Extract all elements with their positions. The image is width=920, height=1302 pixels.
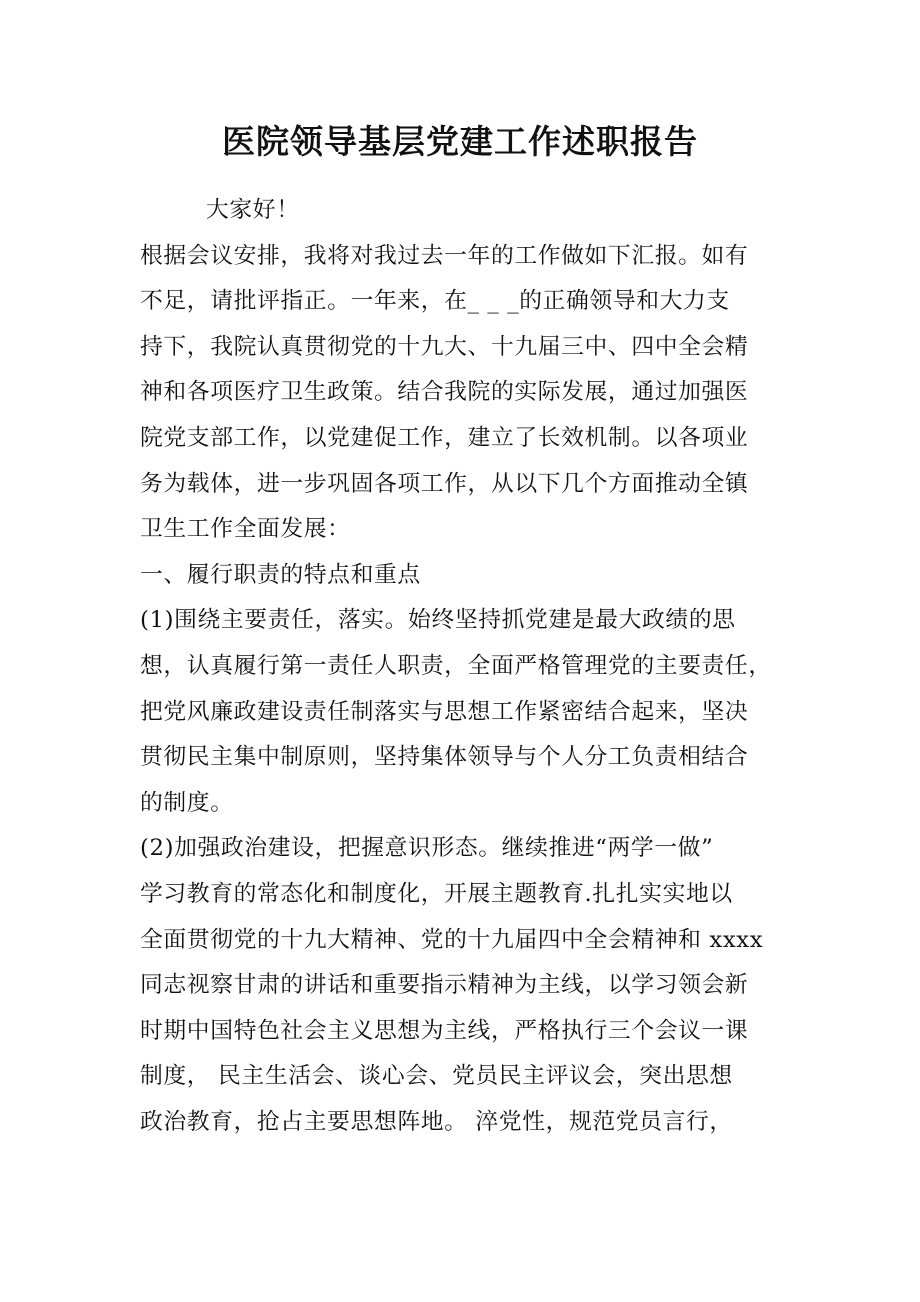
body-line: (2)加强政治建设，把握意识形态。继续推进“两学一做” <box>140 835 714 862</box>
body-line: 制度， 民主生活会、谈心会、党员民主评议会，突出思想 <box>140 1063 733 1090</box>
body-line: 政治教育，抢占主要思想阵地。 淬党性，规范党员言行， <box>140 1108 733 1135</box>
body-line: 卫生工作全面发展： <box>140 516 351 543</box>
body-line: 同志视察甘肃的讲话和重要指示精神为主线，以学习领会新 <box>140 972 749 999</box>
body-line: 院党支部工作，以党建促工作，建立了长效机制。以各项业 <box>140 424 749 451</box>
body-line: 持下，我院认真贯彻党的十九大、十九届三中、四中全会精 <box>140 333 749 360</box>
body-line: 想，认真履行第一责任人职责，全面严格管理党的主要责任， <box>140 652 772 679</box>
document-title: 医院领导基层党建工作述职报告 <box>222 122 698 161</box>
body-line: 务为载体，进一步巩固各项工作，从以下几个方面推动全镇 <box>140 470 749 497</box>
body-line: 学习教育的常态化和制度化，开展主题教育.扎扎实实地以 <box>140 880 733 907</box>
greeting-line: 大家好！ <box>206 197 300 223</box>
body-line: (1)围绕主要责任，落实。始终坚持抓党建是最大政绩的思 <box>140 607 736 634</box>
section-heading: 一、履行职责的特点和重点 <box>140 561 421 588</box>
body-line: 把党风廉政建设责任制落实与思想工作紧密结合起来，坚决 <box>140 698 749 725</box>
body-line: 神和各项医疗卫生政策。结合我院的实际发展，通过加强医 <box>140 379 749 406</box>
body-line: 全面贯彻党的十九大精神、党的十九届四中全会精神和 xxxx <box>140 926 764 953</box>
body-line: 时期中国特色社会主义思想为主线，严格执行三个会议一课 <box>140 1017 749 1044</box>
body-line: 的制度。 <box>140 789 234 816</box>
body-line: 根据会议安排，我将对我过去一年的工作做如下汇报。如有 <box>140 242 749 269</box>
body-line: 贯彻民主集中制原则，坚持集体领导与个人分工负责相结合 <box>140 744 749 771</box>
document-body <box>140 188 780 1145</box>
body-line: 不足，请批评指正。一年来，在_ _ _的正确领导和大力支 <box>140 288 730 315</box>
